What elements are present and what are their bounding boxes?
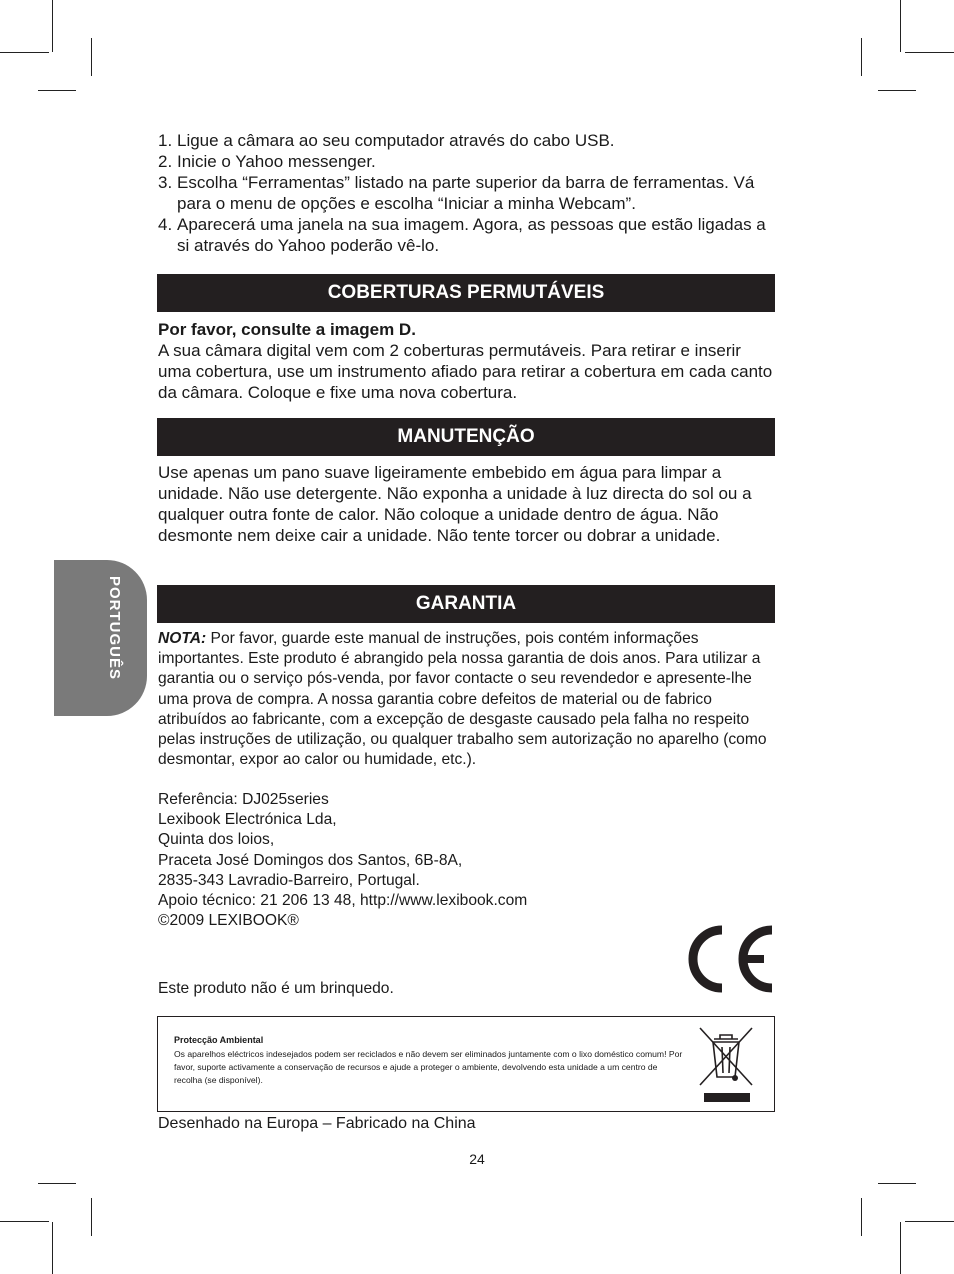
step-item: 2. Inicie o Yahoo messenger. [158, 152, 376, 171]
language-label: PORTUGUÊS [106, 576, 123, 681]
address-line: Lexibook Electrónica Lda, [158, 811, 337, 829]
env-title: Protecção Ambiental [174, 1035, 264, 1045]
manutencao-heading: MANUTENÇÃO [157, 418, 775, 456]
crossed-bin-icon [696, 1023, 756, 1107]
coberturas-text: A sua câmara digital vem com 2 coberturas permutáveis. Para retirar e inserir uma cobertura, use um instrumento afiado para retirar a cobertura em cada canto da câmara. Coloque e fixe uma nova cobertura. [158, 341, 773, 402]
page-number: 24 [469, 1151, 485, 1167]
step-item: 4. Aparecerá uma janela na sua imagem. Agora, as pessoas que estão ligadas a si através do Yahoo poderão vê-lo. [158, 215, 766, 255]
step-item: 1. Ligue a câmara ao seu computador através do cabo USB. [158, 131, 615, 150]
language-side-tab [54, 560, 147, 716]
step-item: 3. Escolha “Ferramentas” listado na parte superior da barra de ferramentas. Vá para o menu de opções e escolha “Iniciar a minha Webcam”. [158, 173, 755, 213]
coberturas-lead: Por favor, consulte a imagem D. [158, 320, 416, 339]
garantia-body [158, 629, 768, 770]
manutencao-text: Use apenas um pano suave ligeiramente embebido em água para limpar a unidade. Não use detergente. Não exponha a unidade à luz directa do sol ou a qualquer outra fonte de calor. Não coloque a unidade dentro de água. Não desmonte nem deixe cair a unidade. Não tente torcer ou dobrar a unidade. [158, 463, 752, 545]
address-line: Praceta José Domingos dos Santos, 6B-8A, [158, 851, 463, 869]
garantia-heading: GARANTIA [157, 585, 775, 623]
address-line: ©2009 LEXIBOOK® [158, 912, 299, 930]
nota-text: Por favor, guarde este manual de instruções, pois contém informações importantes. Este produto é abrangido pela nossa garantia de dois anos. Para utilizar a garantia ou o serviço pós-venda, por favor contacte o seu revendedor e apresente-lhe uma prova de compra. A nossa garantia cobre defeitos de material ou de fabrico atribuídos ao fabricante, com a excepção de desgaste causado pela falha no respeito pelas instruções de utilização, ou qualquer trabalho sem autorização no aparelho (como desmontar, expor ao calor ou humidade, etc.). [158, 630, 767, 769]
footer-origin: Desenhado na Europa – Fabricado na China [158, 1115, 476, 1132]
environmental-notice-box [157, 1016, 775, 1112]
setup-steps [158, 130, 778, 256]
coberturas-heading: COBERTURAS PERMUTÁVEIS [157, 274, 775, 312]
nota-label: NOTA: [158, 630, 207, 647]
address-line: Apoio técnico: 21 206 13 48, http://www.lexibook.com [158, 892, 528, 910]
address-line: Quinta dos loios, [158, 831, 275, 849]
not-toy-notice: Este produto não é um brinquedo. [158, 980, 394, 997]
address-line: Referência: DJ025series [158, 791, 329, 808]
coberturas-body [158, 319, 778, 403]
address-line: 2835-343 Lavradio-Barreiro, Portugal. [158, 871, 420, 889]
env-text: Os aparelhos eléctricos indesejados podem ser reciclados e não devem ser eliminados juntamente com o lixo doméstico comum! Por favor, suporte activamente a conservação de recursos e ajude a proteger o ambiente, devolvendo esta unidade a um centro de recolha (se disponível). [174, 1049, 683, 1085]
address-block [158, 790, 768, 931]
